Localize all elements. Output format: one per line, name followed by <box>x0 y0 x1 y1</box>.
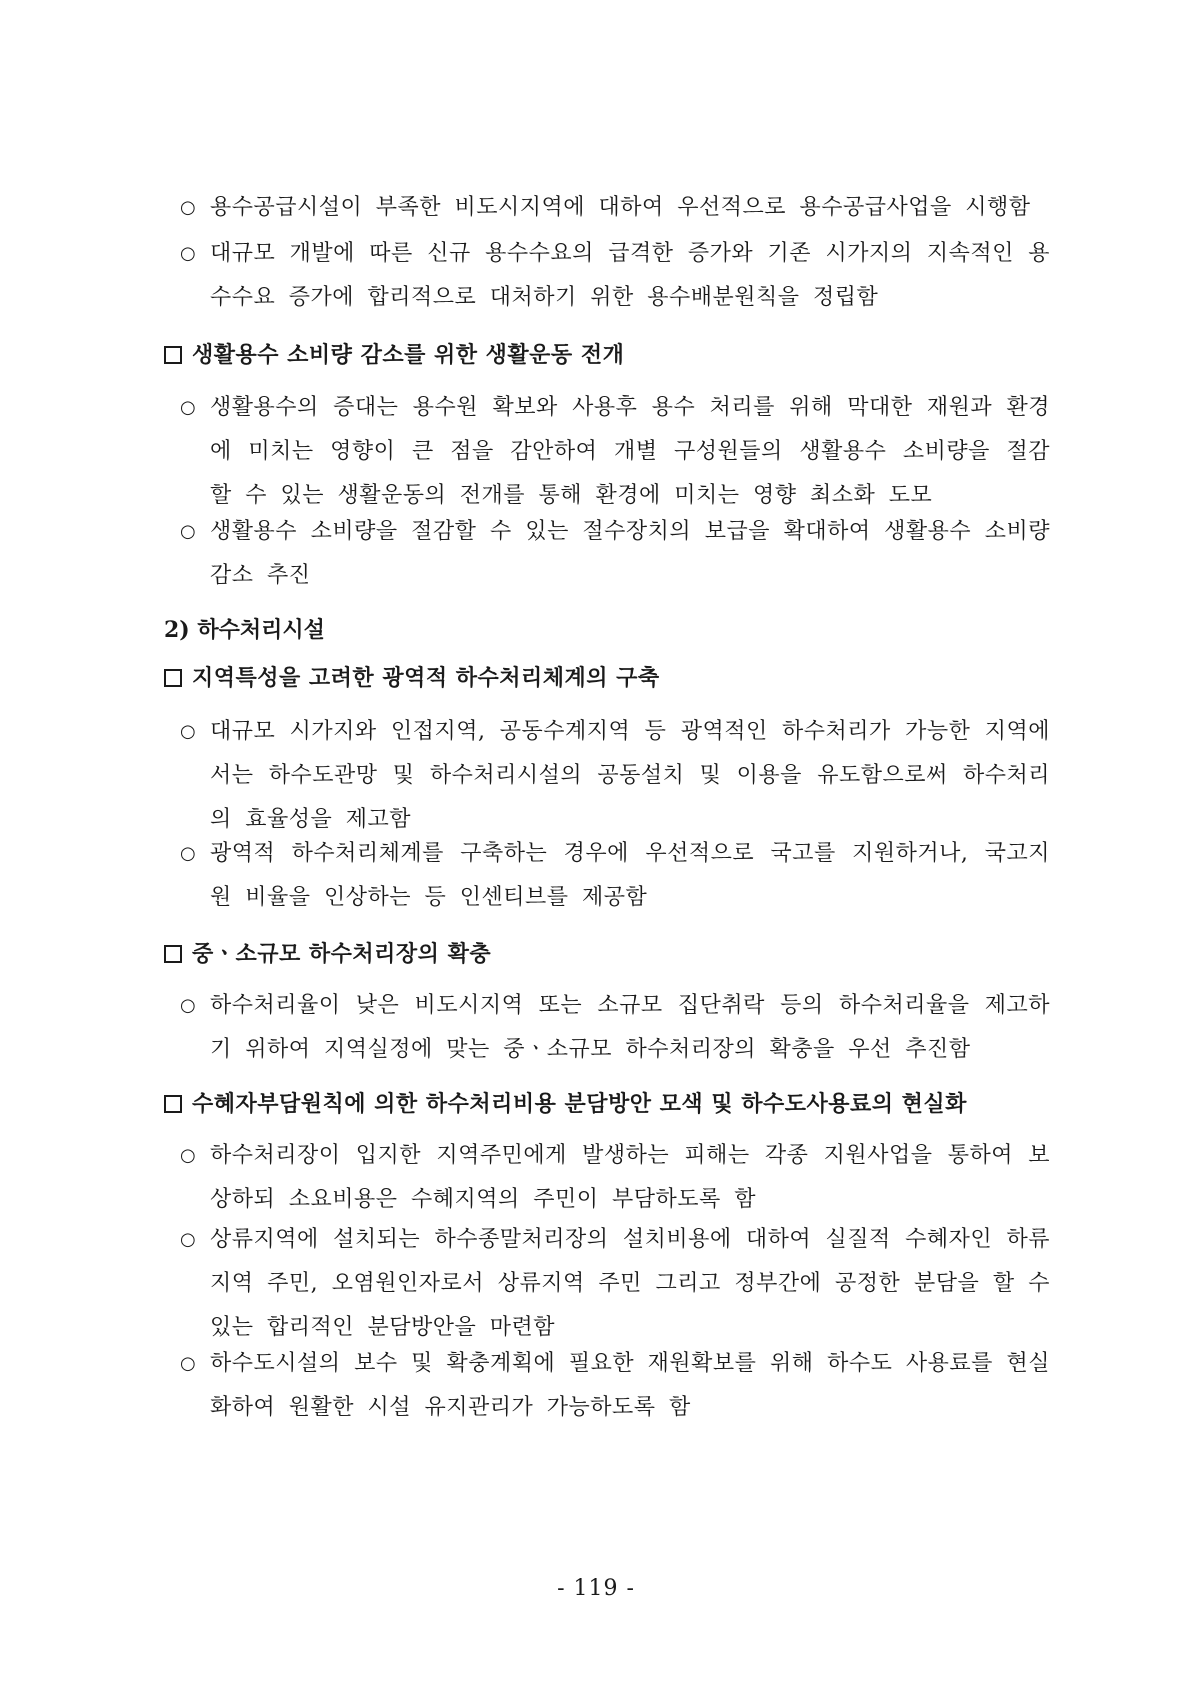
section-heading <box>164 662 1054 694</box>
section-heading-text: 생활용수 소비량 감소를 위한 생활운동 전개 <box>192 342 625 368</box>
bullet-text: 생활용수의 증대는 용수원 확보와 사용후 용수 처리를 위해 막대한 재원과 환경에 미치는 영향이 큰 점을 감안하여 개별 구성원들의 생활용수 소비량을 절감 할 수 있는 생활운동의 전개를 통해 환경에 미치는 영향 최소화 도모 <box>210 395 1050 508</box>
list-item <box>180 386 1050 518</box>
list-item <box>180 1218 1050 1350</box>
bullet-mark: ○ <box>180 1229 196 1250</box>
bullet-text: 하수처리율이 낮은 비도시지역 또는 소규모 집단취락 등의 하수처리율을 제고하기 위하여 지역실정에 맞는 중ㆍ소규모 하수처리장의 확충을 우선 추진함 <box>210 993 1050 1062</box>
bullet-text: 생활용수 소비량을 절감할 수 있는 절수장치의 보급을 확대하여 생활용수 소비량 감소 추진 <box>210 519 1050 588</box>
list-item <box>180 710 1050 842</box>
bullet-mark: ○ <box>180 843 196 864</box>
bullet-text: 하수처리장이 입지한 지역주민에게 발생하는 피해는 각종 지원사업을 통하여 보상하되 소요비용은 수혜지역의 주민이 부담하도록 함 <box>210 1143 1050 1212</box>
section-heading <box>164 1088 1054 1120</box>
bullet-mark: ○ <box>180 243 196 264</box>
bullet-mark: ○ <box>180 397 196 418</box>
list-item <box>180 1134 1050 1222</box>
bullet-mark: ○ <box>180 1353 196 1374</box>
bullet-mark: ○ <box>180 521 196 542</box>
section-heading <box>164 938 1054 970</box>
bullet-mark: ○ <box>180 1145 196 1166</box>
section-heading-text: 수혜자부담원칙에 의한 하수처리비용 분담방안 모색 및 하수도사용료의 현실화 <box>192 1091 967 1117</box>
bullet-text: 상류지역에 설치되는 하수종말처리장의 설치비용에 대하여 실질적 수혜자인 하류지역 주민, 오염원인자로서 상류지역 주민 그리고 정부간에 공정한 분담을 할 수 있는 합리적인 분담방안을 마련함 <box>210 1227 1050 1340</box>
list-item <box>180 232 1050 320</box>
list-item <box>180 984 1050 1072</box>
list-item <box>180 186 1050 230</box>
bullet-text: 용수공급시설이 부족한 비도시지역에 대하여 우선적으로 용수공급사업을 시행함 <box>210 195 1031 220</box>
checkbox-square-icon <box>164 945 182 963</box>
page-number: - 119 - <box>557 1576 635 1601</box>
checkbox-square-icon <box>164 1095 182 1113</box>
bullet-mark: ○ <box>180 721 196 742</box>
bullet-mark: ○ <box>180 197 196 218</box>
bullet-text: 광역적 하수처리체계를 구축하는 경우에 우선적으로 국고를 지원하거나, 국고지원 비율을 인상하는 등 인센티브를 제공함 <box>210 841 1050 910</box>
bullet-text: 대규모 개발에 따른 신규 용수수요의 급격한 증가와 기존 시가지의 지속적인 용수수요 증가에 합리적으로 대처하기 위한 용수배분원칙을 정립함 <box>210 241 1050 310</box>
list-item <box>180 510 1050 598</box>
bullet-text: 하수도시설의 보수 및 확충계획에 필요한 재원확보를 위해 하수도 사용료를 현실화하여 원활한 시설 유지관리가 가능하도록 함 <box>210 1351 1050 1420</box>
bullet-mark: ○ <box>180 995 196 1016</box>
bullet-text: 대규모 시가지와 인접지역, 공동수계지역 등 광역적인 하수처리가 가능한 지역에서는 하수도관망 및 하수처리시설의 공동설치 및 이용을 유도함으로써 하수처리의 효율성을 제고함 <box>210 719 1050 832</box>
subsection-title: 2) 하수처리시설 <box>164 617 325 643</box>
checkbox-square-icon <box>164 669 182 687</box>
section-heading <box>164 339 1054 371</box>
section-heading-text: 지역특성을 고려한 광역적 하수처리체계의 구축 <box>192 665 660 691</box>
list-item <box>180 832 1050 920</box>
checkbox-square-icon <box>164 346 182 364</box>
list-item <box>180 1342 1050 1430</box>
section-heading-text: 중ㆍ소규모 하수처리장의 확충 <box>192 941 492 967</box>
